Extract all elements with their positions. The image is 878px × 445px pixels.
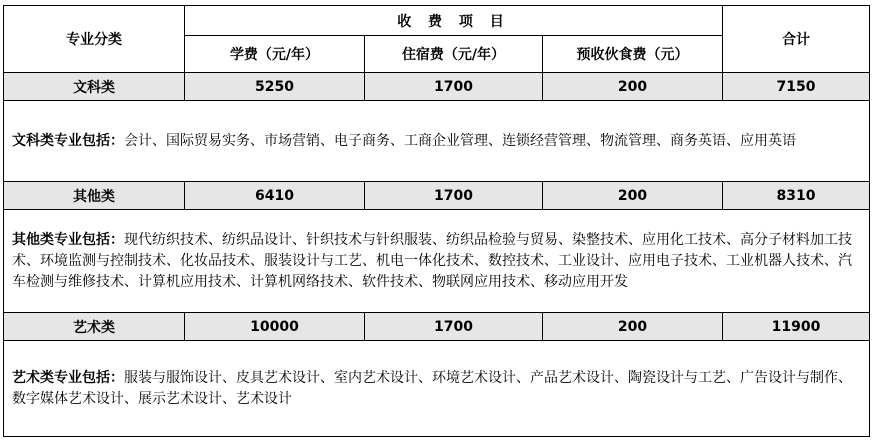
- description-label: 其他类专业包括：: [12, 231, 124, 248]
- table-row: [4, 73, 870, 101]
- meal-prepay-cell: 200: [543, 73, 723, 101]
- meal-prepay-cell: 200: [543, 182, 723, 210]
- description-text: 现代纺织技术、纺织品设计、针织技术与针织服装、纺织品检验与贸易、染整技术、应用化工技术、高分子材料加工技术、环境监测与控制技术、化妆品技术、服装设计与工艺、机电一体化技术、数控技术、工业设计、应用电子技术、工业机器人技术、汽车检测与维修技术、计算机应用技术、计算机网络技术、软件技术、物联网应用技术、移动应用开发: [12, 231, 852, 290]
- description-label: 艺术类专业包括：: [12, 369, 124, 386]
- header-accommodation: 住宿费（元/年）: [365, 36, 543, 73]
- total-cell: 7150: [723, 73, 870, 101]
- category-description: [4, 210, 870, 313]
- header-total: 合计: [723, 6, 870, 73]
- table-row: [4, 182, 870, 210]
- category-cell: 文科类: [4, 73, 185, 101]
- category-description: [4, 341, 870, 437]
- tuition-cell: 5250: [185, 73, 365, 101]
- accommodation-cell: 1700: [365, 313, 543, 341]
- tuition-cell: 10000: [185, 313, 365, 341]
- description-text: 服装与服饰设计、皮具艺术设计、室内艺术设计、环境艺术设计、产品艺术设计、陶瓷设计与工艺、广告设计与制作、数字媒体艺术设计、展示艺术设计、艺术设计: [12, 369, 852, 407]
- category-cell: 其他类: [4, 182, 185, 210]
- accommodation-cell: 1700: [365, 73, 543, 101]
- header-meal-prepay: 预收伙食费（元）: [543, 36, 723, 73]
- accommodation-cell: 1700: [365, 182, 543, 210]
- category-description: [4, 101, 870, 182]
- description-label: 文科类专业包括：: [12, 132, 124, 149]
- header-fee-items: 收 费 项 目: [185, 6, 723, 36]
- header-tuition: 学费（元/年）: [185, 36, 365, 73]
- total-cell: 11900: [723, 313, 870, 341]
- description-text: 会计、国际贸易实务、市场营销、电子商务、工商企业管理、连锁经营管理、物流管理、商务英语、应用英语: [124, 132, 796, 149]
- fee-table: [3, 5, 870, 437]
- meal-prepay-cell: 200: [543, 313, 723, 341]
- header-major-category: 专业分类: [4, 6, 185, 73]
- table-row: [4, 313, 870, 341]
- category-cell: 艺术类: [4, 313, 185, 341]
- tuition-cell: 6410: [185, 182, 365, 210]
- total-cell: 8310: [723, 182, 870, 210]
